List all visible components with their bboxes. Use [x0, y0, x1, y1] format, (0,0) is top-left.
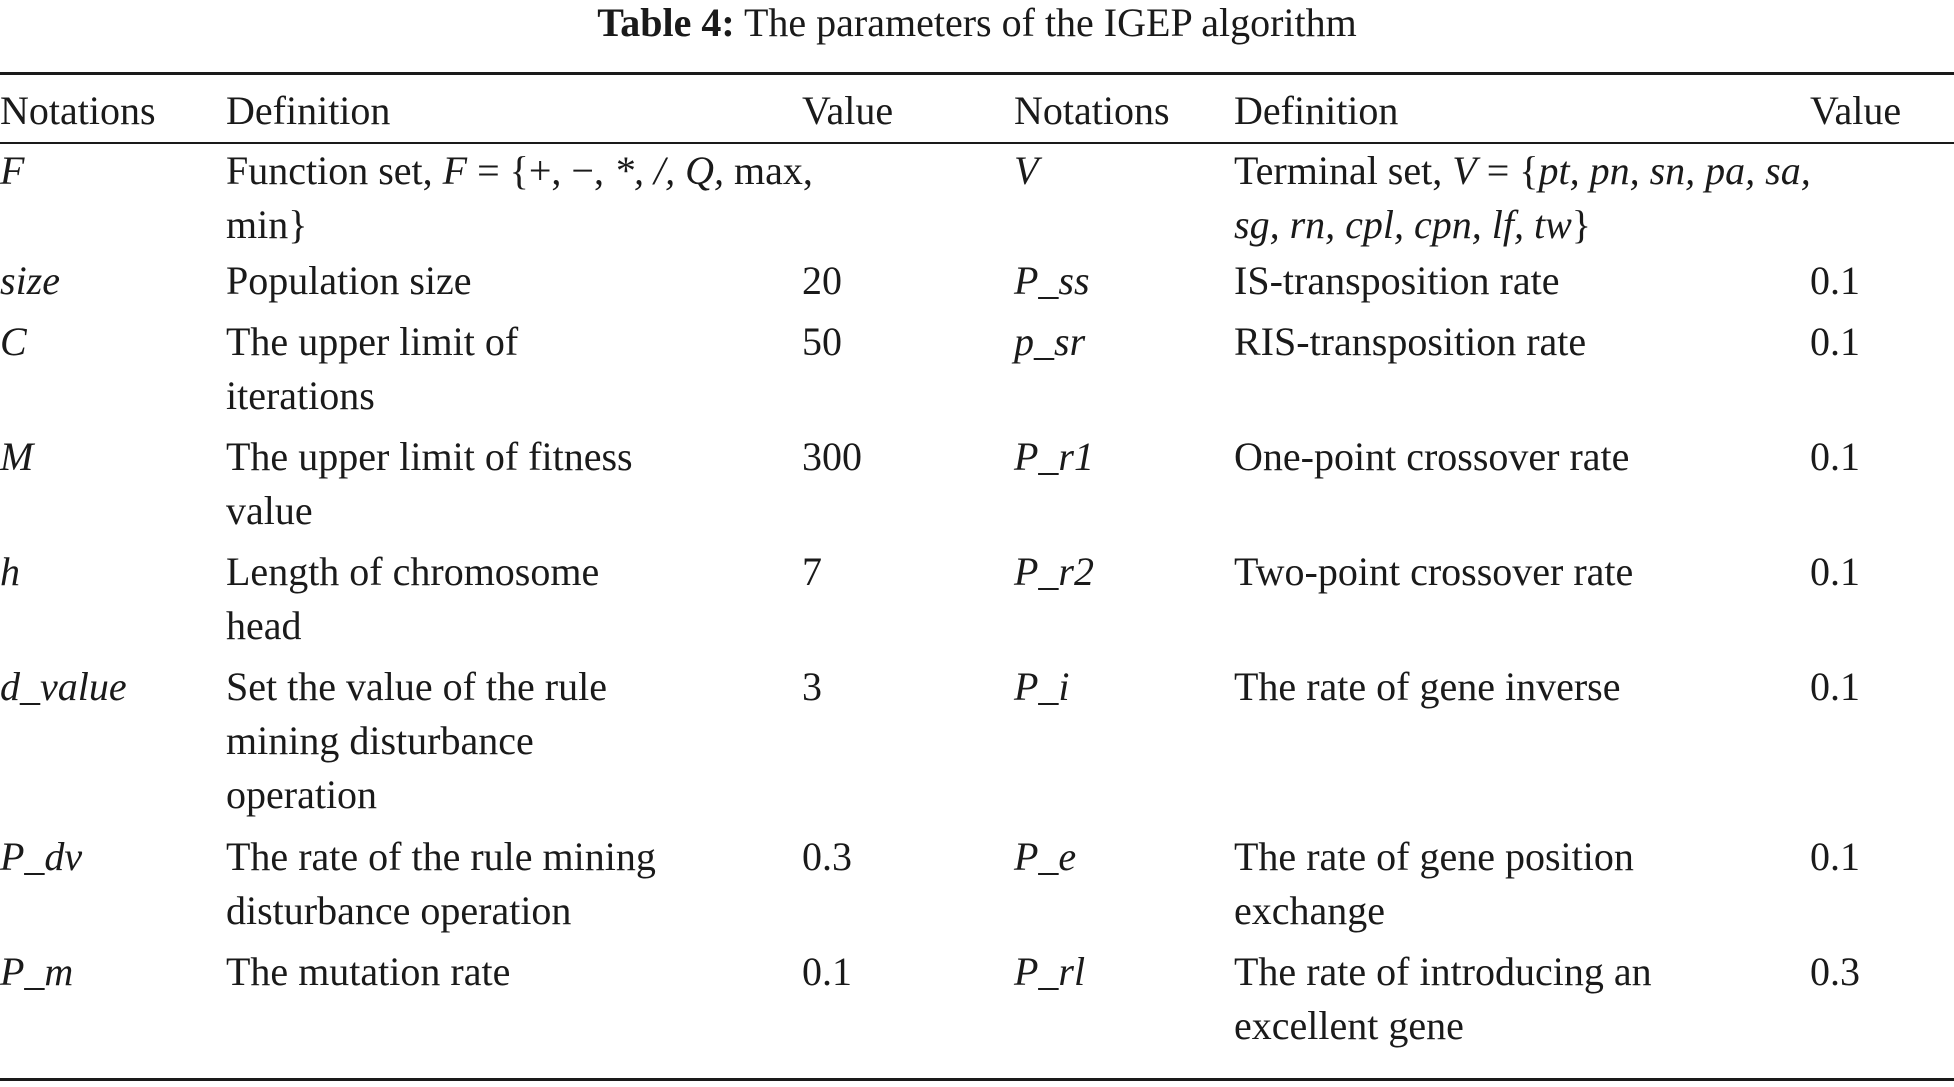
value-cell: 7 — [802, 549, 822, 594]
definition-line: One-point crossover rate — [1234, 434, 1630, 479]
function-set-line-2: min} — [226, 202, 308, 247]
value-cell: 0.1 — [1810, 834, 1860, 879]
definition-cell — [1234, 144, 1810, 254]
definition-line: iterations — [226, 373, 375, 418]
definition-line: The rate of introducing an — [1234, 949, 1652, 994]
table-row — [0, 945, 1954, 1055]
definition-line: The rate of gene inverse — [1234, 664, 1621, 709]
definition-line: excellent gene — [1234, 1003, 1464, 1048]
notation-cell: P_r1 — [1014, 434, 1094, 479]
table-row — [0, 430, 1954, 545]
notation-cell: P_dv — [0, 834, 83, 879]
definition-cell — [226, 144, 813, 254]
parameters-table — [0, 80, 1954, 1055]
notation-cell: P_e — [1014, 834, 1077, 879]
value-cell: 0.3 — [802, 834, 852, 879]
terminal-set-items-1: pt, pn, sn, pa, sa, — [1538, 148, 1811, 193]
function-set-ops: *, /, Q, — [613, 148, 724, 193]
terminal-set-close: } — [1571, 202, 1591, 247]
definition-line: operation — [226, 772, 378, 817]
table-row — [0, 830, 1954, 945]
table-caption — [0, 0, 1954, 46]
header-value-left: Value — [802, 88, 894, 133]
top-rule — [0, 72, 1954, 75]
definition-line: The rate of the rule mining — [226, 834, 656, 879]
definition-line: value — [226, 488, 313, 533]
definition-cell — [226, 545, 802, 660]
notation-cell: M — [0, 434, 34, 479]
definition-line: The upper limit of fitness — [226, 434, 633, 479]
bottom-rule — [0, 1078, 1954, 1081]
definition-line: RIS-transposition rate — [1234, 319, 1587, 364]
value-cell: 0.1 — [1810, 258, 1860, 303]
header-definition-right: Definition — [1234, 88, 1399, 133]
notation-cell: C — [0, 319, 27, 364]
definition-cell — [226, 430, 802, 545]
definition-line: Two-point crossover rate — [1234, 549, 1634, 594]
value-cell: 0.1 — [1810, 664, 1860, 709]
notation-cell: P_r2 — [1014, 549, 1094, 594]
table-row — [0, 315, 1954, 430]
definition-cell — [1234, 545, 1810, 660]
definition-cell — [226, 945, 802, 1055]
notation-cell: P_i — [1014, 664, 1070, 709]
terminal-set-equals: = { — [1476, 148, 1539, 193]
definition-cell — [1234, 315, 1810, 430]
function-set-tail: max, — [723, 148, 813, 193]
definition-line: Length of chromosome — [226, 549, 600, 594]
value-cell: 0.3 — [1810, 949, 1860, 994]
definition-cell — [1234, 660, 1810, 830]
function-set-equals: = {+, −, — [467, 148, 614, 193]
terminal-set-line — [1234, 144, 1810, 198]
terminal-set-prefix: Terminal set, — [1234, 148, 1453, 193]
definition-line: The mutation rate — [226, 949, 511, 994]
value-cell: 300 — [802, 434, 862, 479]
table-row — [0, 660, 1954, 830]
function-set-line — [226, 144, 813, 198]
value-cell: 0.1 — [1810, 549, 1860, 594]
notation-cell: size — [0, 258, 60, 303]
terminal-set-items-2: sg, rn, cpl, cpn, lf, tw — [1234, 202, 1572, 247]
definition-cell — [1234, 830, 1810, 945]
definition-cell — [226, 254, 802, 315]
notation-cell: P_ss — [1014, 258, 1090, 303]
definition-cell — [226, 830, 802, 945]
notation-cell: p_sr — [1014, 319, 1086, 364]
notation-cell: P_rl — [1014, 949, 1086, 994]
notation-cell: V — [1014, 148, 1039, 193]
function-set-prefix: Function set, — [226, 148, 443, 193]
definition-line: Set the value of the rule — [226, 664, 607, 709]
definition-cell — [226, 660, 802, 830]
terminal-set-symbol: V — [1452, 148, 1477, 193]
header-notations-left: Notations — [0, 88, 156, 133]
value-cell: 50 — [802, 319, 842, 364]
notation-cell: d_value — [0, 664, 127, 709]
value-cell: 20 — [802, 258, 842, 303]
header-row — [0, 80, 1954, 144]
notation-cell: P_m — [0, 949, 74, 994]
value-cell: 0.1 — [1810, 319, 1860, 364]
definition-line: head — [226, 603, 302, 648]
value-cell: 0.1 — [1810, 434, 1860, 479]
function-set-symbol: F — [442, 148, 468, 193]
definition-line: The upper limit of — [226, 319, 519, 364]
definition-line: exchange — [1234, 888, 1386, 933]
header-notations-right: Notations — [1014, 88, 1170, 133]
value-cell: 3 — [802, 664, 822, 709]
header-definition-left: Definition — [226, 88, 391, 133]
definition-line: mining disturbance — [226, 718, 534, 763]
value-cell: 0.1 — [802, 949, 852, 994]
header-value-right: Value — [1810, 88, 1902, 133]
table-caption-label: Table 4: — [597, 0, 735, 45]
value-cell — [802, 144, 1014, 254]
table-row — [0, 545, 1954, 660]
definition-cell — [1234, 254, 1810, 315]
notation-cell: h — [0, 549, 20, 594]
table-row — [0, 254, 1954, 315]
value-cell — [1810, 144, 1954, 254]
definition-line: Population size — [226, 258, 472, 303]
notation-cell: F — [0, 148, 25, 193]
definition-cell — [1234, 430, 1810, 545]
definition-line: The rate of gene position — [1234, 834, 1634, 879]
table-caption-text: The parameters of the IGEP algorithm — [743, 0, 1357, 45]
definition-cell — [226, 315, 802, 430]
definition-line: IS-transposition rate — [1234, 258, 1560, 303]
definition-cell — [1234, 945, 1810, 1055]
terminal-set-line-2 — [1234, 198, 1810, 252]
definition-line: disturbance operation — [226, 888, 572, 933]
table-row — [0, 144, 1954, 254]
